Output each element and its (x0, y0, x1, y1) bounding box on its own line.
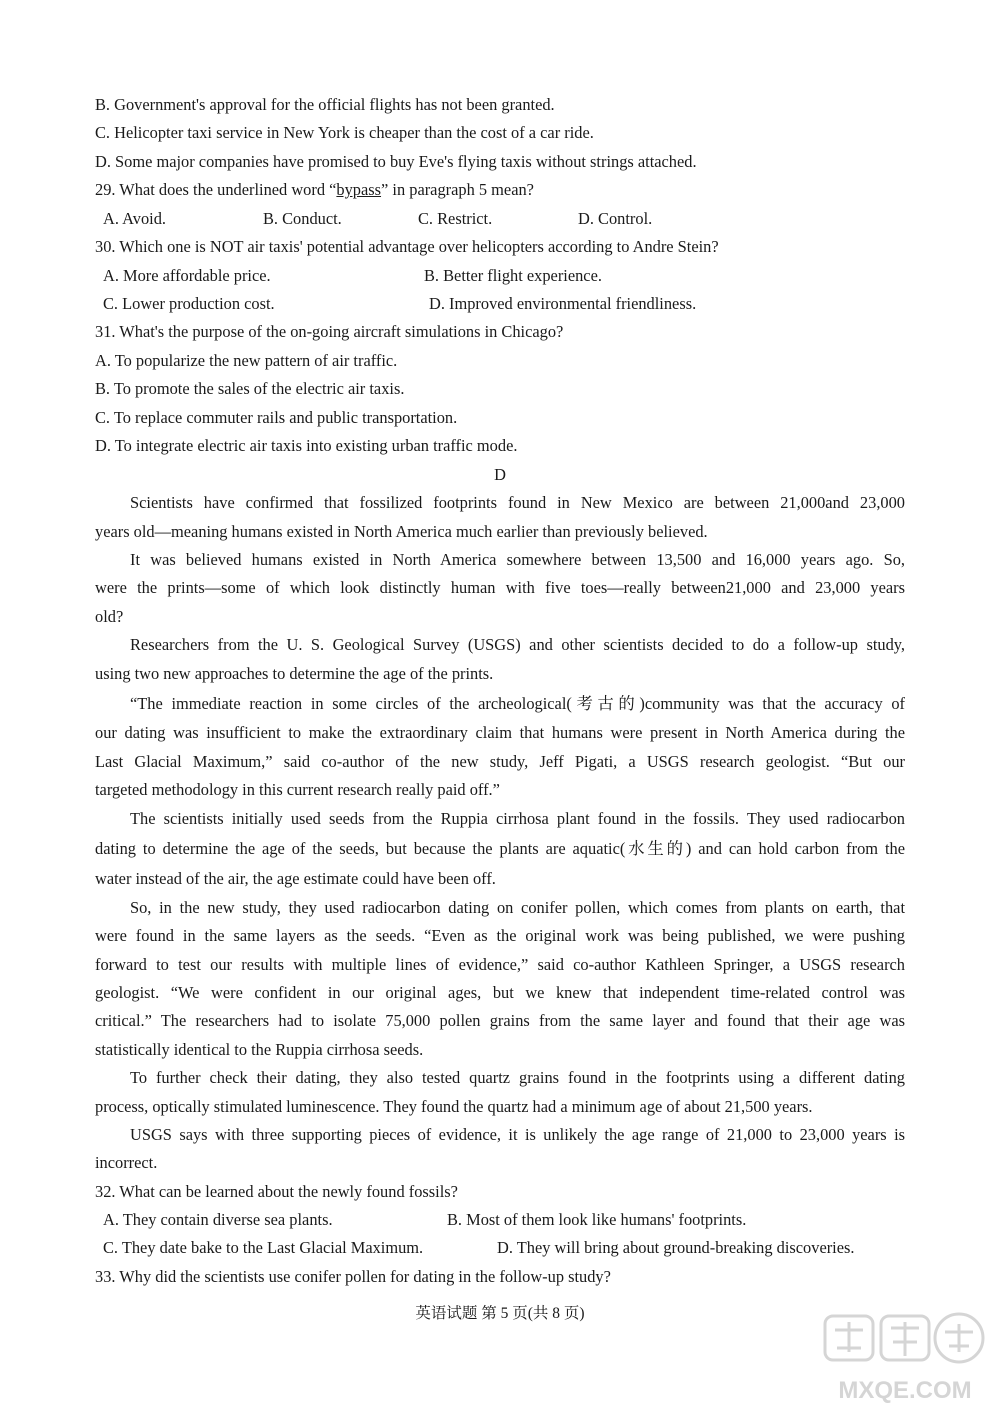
passage-p6-line5: critical.” The researchers had to isolate 75,000 pollen grains from the same layer and found that their age was (95, 1011, 905, 1030)
passage-p7-line2: process, optically stimulated luminescence. They found the quartz had a minimum age of about 21,500 years. (95, 1097, 813, 1116)
passage-p6-line4: geologist. “We were confident in our original ages, but we knew that independent time-related control was (95, 983, 905, 1002)
answer-seal-logo-icon (817, 1308, 992, 1408)
q29-option-b: B. Conduct. (263, 209, 342, 228)
passage-p5-line2: dating to determine the age of the seeds, but because the plants are aquatic(水生的) and can hold carbon from the (95, 839, 905, 858)
q28-option-b: B. Government's approval for the official flights has not been granted. (95, 95, 555, 114)
passage-p6-line6: statistically identical to the Ruppia cirrhosa seeds. (95, 1040, 424, 1059)
q31-option-b: B. To promote the sales of the electric air taxis. (95, 379, 405, 398)
q29-option-c: C. Restrict. (418, 209, 493, 228)
passage-p3-line1: Researchers from the U. S. Geological Survey (USGS) and other scientists decided to do a follow-up study, (130, 635, 905, 654)
q29-underlined-word: bypass (336, 180, 382, 199)
passage-p5-line3: water instead of the air, the age estimate could have been off. (95, 869, 496, 888)
passage-p8-line1: USGS says with three supporting pieces of evidence, it is unlikely the age range of 21,000 to 23,000 years is (130, 1125, 905, 1144)
passage-p4-line2: our dating was insufficient to make the extraordinary claim that humans were present in North America during the (95, 723, 905, 742)
q28-option-d: D. Some major companies have promised to buy Eve's flying taxis without strings attached. (95, 152, 697, 171)
q29-stem (95, 180, 534, 200)
passage-p2-line3: old? (95, 607, 124, 626)
passage-p6-line3: forward to test our results with multiple lines of evidence,” said co-author Kathleen Springer, a USGS research (95, 955, 905, 974)
passage-p2-line1: It was believed humans existed in North America somewhere between 13,500 and 16,000 years ago. So, (130, 550, 905, 569)
q30-option-a: A. More affordable price. (103, 266, 271, 285)
passage-p4-line1: “The immediate reaction in some circles of the archeological(考古的)community was that the accuracy of (130, 694, 905, 713)
passage-p7-line1: To further check their dating, they also tested quartz grains found in the footprints using a different dating (130, 1068, 905, 1087)
q29-stem-after: ” in paragraph 5 mean? (381, 180, 534, 199)
q32-option-a: A. They contain diverse sea plants. (103, 1210, 333, 1229)
q29-option-d: D. Control. (578, 209, 653, 228)
passage-p8-line2: incorrect. (95, 1153, 158, 1172)
q32-stem: 32. What can be learned about the newly found fossils? (95, 1182, 458, 1201)
q31-option-c: C. To replace commuter rails and public transportation. (95, 408, 458, 427)
passage-p6-line1: So, in the new study, they used radiocarbon dating on conifer pollen, which comes from plants on earth, that (130, 898, 905, 917)
q29-option-a: A. Avoid. (103, 209, 166, 228)
passage-p2-line2: were the prints—some of which look distinctly human with five toes—really between21,000 and 23,000 years (95, 578, 905, 597)
passage-p4-line4: targeted methodology in this current research really paid off.” (95, 780, 500, 799)
passage-p5-line1: The scientists initially used seeds from the Ruppia cirrhosa plant found in the fossils. They used radiocarbon (130, 809, 905, 828)
q31-stem: 31. What's the purpose of the on-going aircraft simulations in Chicago? (95, 322, 564, 341)
q30-stem: 30. Which one is NOT air taxis' potential advantage over helicopters according to Andre Stein? (95, 237, 719, 256)
watermark-text: MXQE.COM (838, 1377, 972, 1404)
q30-option-c: C. Lower production cost. (103, 294, 275, 313)
q30-option-d: D. Improved environmental friendliness. (429, 294, 697, 313)
section-label: D (494, 465, 506, 484)
passage-p4-line3: Last Glacial Maximum,” said co-author of the new study, Jeff Pigati, a USGS research geologist. “But our (95, 752, 905, 771)
passage-p1-line2: years old—meaning humans existed in North America much earlier than previously believed. (95, 522, 708, 541)
q32-option-b: B. Most of them look like humans' footprints. (447, 1210, 747, 1229)
passage-p3-line2: using two new approaches to determine the age of the prints. (95, 664, 494, 683)
page-footer: 英语试题 第 5 页(共 8 页) (415, 1305, 585, 1322)
q31-option-d: D. To integrate electric air taxis into existing urban traffic mode. (95, 436, 518, 455)
q29-stem-before: 29. What does the underlined word “ (95, 180, 337, 199)
q30-option-b: B. Better flight experience. (424, 266, 602, 285)
passage-p6-line2: were found in the same layers as the seeds. “Even as the original work was being published, we were pushing (95, 926, 905, 945)
q31-option-a: A. To popularize the new pattern of air traffic. (95, 351, 398, 370)
q33-stem: 33. Why did the scientists use conifer pollen for dating in the follow-up study? (95, 1267, 611, 1286)
q32-option-c: C. They date bake to the Last Glacial Maximum. (103, 1238, 424, 1257)
passage-p1-line1: Scientists have confirmed that fossilized footprints found in New Mexico are between 21,000and 23,000 (130, 493, 905, 512)
q28-option-c: C. Helicopter taxi service in New York is cheaper than the cost of a car ride. (95, 123, 594, 142)
q32-option-d: D. They will bring about ground-breaking discoveries. (497, 1238, 855, 1257)
